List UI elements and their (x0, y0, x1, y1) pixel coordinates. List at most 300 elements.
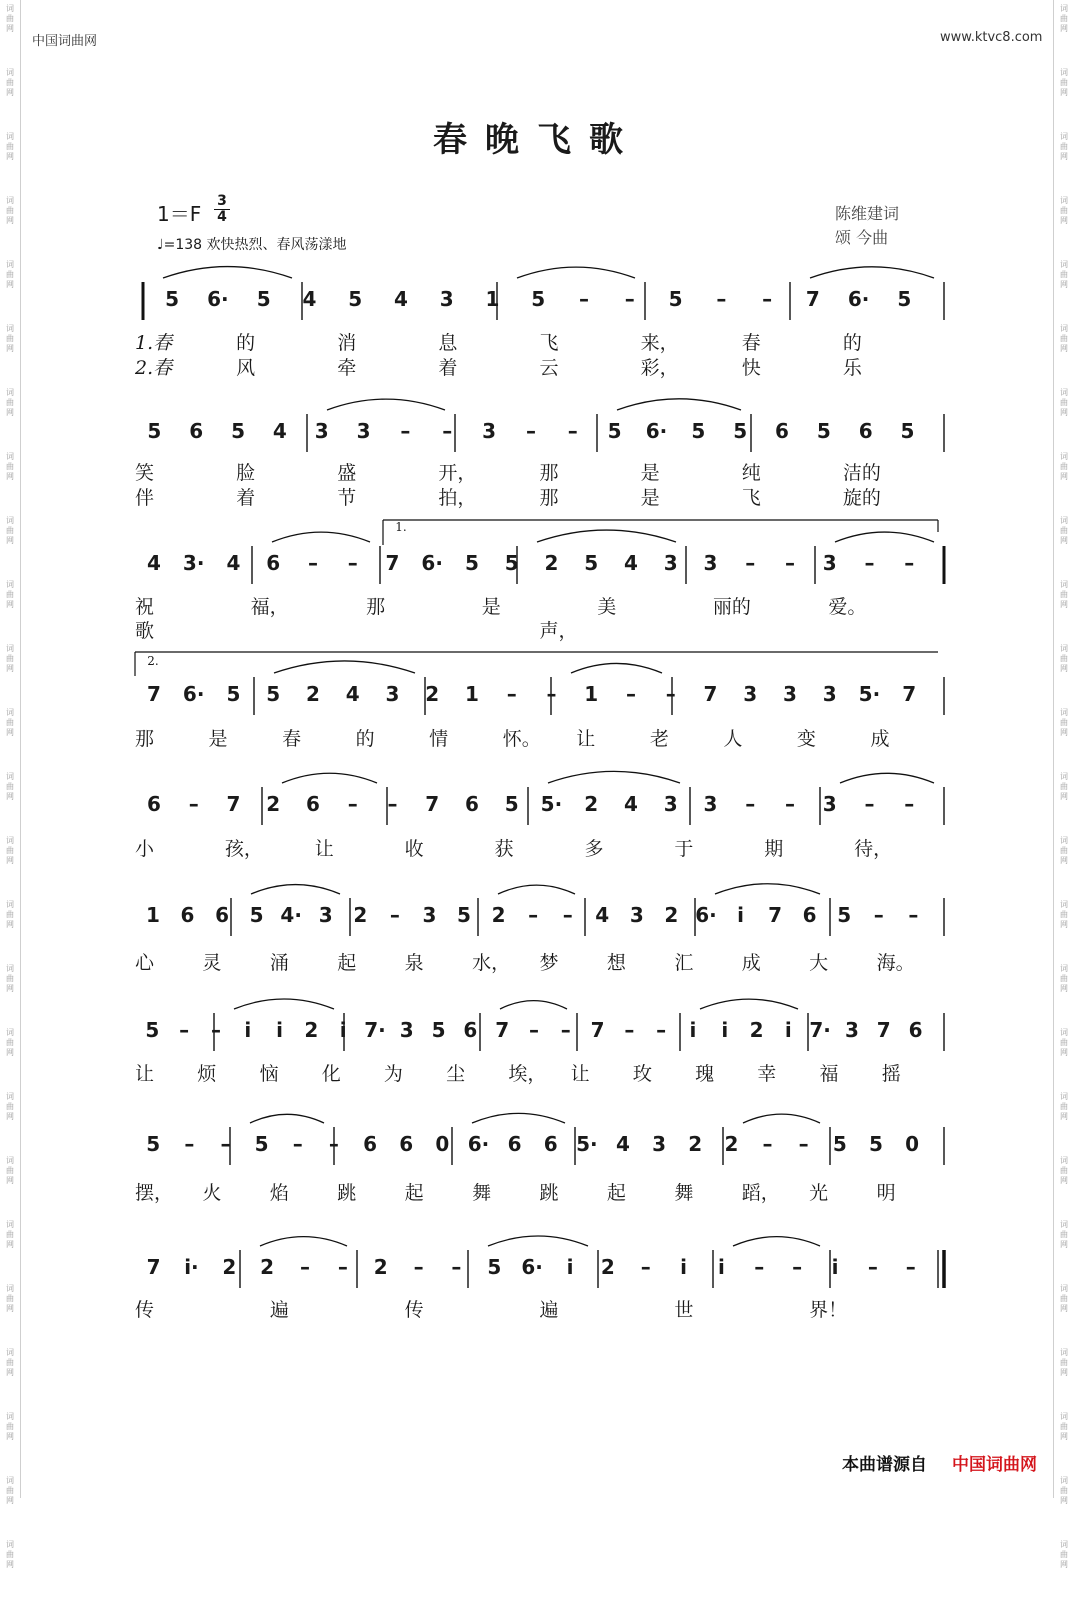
note: 5 (165, 287, 180, 311)
note: 4 (595, 903, 610, 927)
lyric-text: 起 (606, 1182, 626, 1204)
lyric-text: 那 (366, 596, 386, 618)
note: 5 (231, 419, 245, 443)
note: 4 (394, 287, 408, 311)
lyric-text: 梦 (539, 952, 559, 974)
slur-mark (700, 999, 798, 1009)
lyric-text: 的 (355, 728, 375, 750)
lyric-text: 获 (494, 838, 514, 860)
note: 2 (584, 792, 599, 816)
side-watermark-text: 词 曲 网 (6, 964, 14, 993)
slur-mark (517, 267, 635, 278)
note: 7 (146, 682, 161, 706)
lyric-text: 待， (854, 838, 893, 860)
lyric-text: 焰 (269, 1182, 289, 1204)
time-signature-bottom: 4 (214, 209, 230, 225)
note: i· (184, 1255, 199, 1279)
side-watermark-text: 词 曲 网 (1060, 324, 1068, 353)
side-watermark-text: 词 曲 网 (6, 836, 14, 865)
note: 2 (491, 903, 506, 927)
note: 4 (623, 551, 638, 575)
side-watermark-text: 词 曲 网 (6, 1092, 14, 1121)
lyric-text: 幸 (757, 1063, 777, 1085)
note: 3 (482, 419, 497, 443)
note: 5 (668, 287, 683, 311)
note: 6· (847, 287, 870, 311)
side-watermark-text: 词 曲 网 (1060, 772, 1068, 801)
note: 5 (266, 682, 281, 706)
dash-note: – (560, 1018, 571, 1042)
note: 6 (215, 903, 229, 927)
lyric-text: 舞 (674, 1182, 694, 1204)
tempo-marking: ♩=138 欢快热烈、春风荡漾地 (157, 237, 347, 253)
note: 2 (373, 1255, 388, 1279)
note: 6· (695, 903, 717, 927)
note: 3 (318, 903, 333, 927)
lyric-text: 界！ (809, 1299, 848, 1321)
note: 3 (422, 903, 437, 927)
lyric-text: 为 (383, 1063, 403, 1085)
dash-note: – (873, 903, 884, 927)
note: 3 (822, 682, 837, 706)
dash-note: – (347, 551, 358, 575)
lyric-text: 心 (135, 952, 155, 974)
slur-mark (251, 885, 340, 894)
volta-second-label: 2. (147, 654, 159, 668)
lyric-text: 的 (842, 332, 862, 354)
slur-mark (488, 1236, 588, 1246)
note: 5 (584, 551, 599, 575)
note: 4 (272, 419, 287, 443)
note: 6· (207, 287, 229, 311)
dash-note: – (762, 287, 773, 311)
note: 5 (226, 682, 241, 706)
lyric-text: 是 (640, 487, 660, 509)
note: 7 (425, 792, 440, 816)
dash-note: – (784, 792, 795, 816)
note: 6 (543, 1132, 558, 1156)
note: 3 (356, 419, 371, 443)
dash-note: – (908, 903, 919, 927)
dash-note: – (784, 551, 795, 575)
lyric-text: 1.春 (135, 332, 173, 354)
lyric-text: 来， (640, 332, 679, 354)
lyric-text: 风 (236, 357, 256, 379)
lyric-text: 成 (741, 952, 761, 974)
note: 6 (464, 792, 479, 816)
lyric-text: 2.春 (135, 357, 173, 379)
side-watermark-text: 词 曲 网 (6, 132, 14, 161)
lyric-text: 乐 (842, 357, 862, 379)
dash-note: – (300, 1255, 310, 1279)
side-watermark-text: 词 曲 网 (1060, 1284, 1068, 1313)
dash-note: – (210, 1018, 221, 1042)
note: 7· (809, 1018, 831, 1042)
note: 3 (703, 792, 718, 816)
dash-note: – (579, 287, 590, 311)
note: 2 (305, 682, 320, 706)
side-watermark-text: 词 曲 网 (1060, 4, 1068, 33)
dash-note: – (292, 1132, 303, 1156)
dash-note: – (754, 1255, 765, 1279)
lyric-text: 声， (539, 620, 578, 642)
lyric-text: 孩， (224, 838, 263, 860)
source-label: 本曲谱源自 (842, 1455, 927, 1475)
dash-note: – (307, 551, 318, 575)
slur-mark (272, 532, 370, 542)
note: 3 (743, 682, 758, 706)
slur-mark (250, 1114, 324, 1123)
lyric-text: 涌 (269, 952, 289, 974)
lyric-text: 节 (337, 487, 357, 509)
lyric-text: 飞 (539, 332, 559, 354)
side-watermark-text: 词 曲 网 (6, 1412, 14, 1441)
lyric-text: 消 (337, 332, 357, 354)
side-watermark-text: 词 曲 网 (1060, 708, 1068, 737)
side-watermark-text: 词 曲 网 (1060, 1476, 1068, 1505)
lyric-text: 水， (472, 952, 511, 974)
side-watermark-text: 词 曲 网 (1060, 1092, 1068, 1121)
lyric-text: 牵 (337, 357, 357, 379)
note: 5 (531, 287, 546, 311)
side-watermark-text: 词 曲 网 (1060, 580, 1068, 609)
side-watermark-text: 词 曲 网 (1060, 452, 1068, 481)
note: 5 (249, 903, 264, 927)
source-site-link[interactable]: 中国词曲网 (952, 1455, 1037, 1475)
note: 6 (507, 1132, 522, 1156)
side-watermark-text: 词 曲 网 (1060, 516, 1068, 545)
lyric-text: 云 (539, 357, 559, 379)
side-watermark-text: 词 曲 网 (6, 1540, 14, 1569)
slur-mark (234, 999, 334, 1009)
note: 3 (844, 1018, 859, 1042)
slur-mark (840, 773, 934, 783)
note: 6 (775, 419, 789, 443)
side-watermark-text: 词 曲 网 (6, 452, 14, 481)
note: 4 (302, 287, 317, 311)
note: 2 (353, 903, 368, 927)
lyric-text: 让 (570, 1063, 590, 1085)
dash-note: – (451, 1255, 462, 1279)
note: 5· (858, 682, 881, 706)
note: 2 (724, 1132, 739, 1156)
note: 1 (584, 682, 599, 706)
note: 7 (146, 1255, 161, 1279)
side-watermark-text: 词 曲 网 (1060, 68, 1068, 97)
note: 2 (425, 682, 440, 706)
side-watermark-text: 词 曲 网 (6, 388, 14, 417)
note: 3 (822, 551, 837, 575)
note: 5 (897, 287, 912, 311)
note: 3 (782, 682, 797, 706)
side-watermark-text: 词 曲 网 (1060, 1540, 1068, 1569)
note: 3 (385, 682, 400, 706)
side-watermark-text: 词 曲 网 (1060, 644, 1068, 673)
lyric-text: 春 (282, 728, 302, 750)
lyric-text: 丽的 (712, 596, 751, 618)
side-watermark-text: 词 曲 网 (6, 772, 14, 801)
slur-mark (571, 663, 662, 673)
dash-note: – (506, 682, 517, 706)
lyric-text: 化 (321, 1063, 341, 1085)
lyric-text: 美 (597, 596, 617, 618)
note: 6· (182, 682, 205, 706)
dash-note: – (624, 287, 635, 311)
note: 4 (345, 682, 360, 706)
slur-mark (163, 267, 292, 278)
side-watermark-text: 词 曲 网 (1060, 836, 1068, 865)
dash-note: – (656, 1018, 667, 1042)
note: 3 (439, 287, 454, 311)
note: 5 (816, 419, 831, 443)
dash-note: – (624, 1018, 635, 1042)
note: 5· (576, 1132, 598, 1156)
lyric-text: 多 (584, 838, 604, 860)
slur-mark (282, 773, 377, 783)
lyric-text: 飞 (741, 487, 761, 509)
dash-note: – (762, 1132, 773, 1156)
dash-note: – (400, 419, 411, 443)
note: 7 (805, 287, 820, 311)
side-watermark-text: 词 曲 网 (6, 644, 14, 673)
side-watermark-text: 词 曲 网 (6, 1476, 14, 1505)
note: 2 (222, 1255, 237, 1279)
lyric-text: 收 (404, 838, 424, 860)
note: 3 (314, 419, 329, 443)
note: 6· (467, 1132, 490, 1156)
slur-mark (274, 661, 415, 673)
note: 6 (146, 792, 161, 816)
lyric-text: 那 (539, 487, 559, 509)
dash-note: – (716, 287, 727, 311)
lyric-text: 福 (819, 1063, 839, 1085)
lyric-text: 玫 (632, 1063, 652, 1085)
lyric-text: 伴 (135, 487, 155, 509)
note: 7 (385, 551, 400, 575)
lyric-text: 福， (250, 596, 289, 618)
dash-note: – (442, 419, 453, 443)
note: 3 (399, 1018, 414, 1042)
lyricist-credit: 陈维建词 (835, 204, 900, 223)
slur-mark (260, 1237, 347, 1246)
side-watermark-text: 词 曲 网 (1060, 1220, 1068, 1249)
note: 5 (487, 1255, 502, 1279)
note: 5· (540, 792, 563, 816)
dash-note: – (904, 551, 915, 575)
lyric-text: 海。 (876, 952, 915, 974)
note: 5 (147, 419, 162, 443)
note: 6 (399, 1132, 414, 1156)
dash-note: – (640, 1255, 651, 1279)
dash-note: – (387, 792, 398, 816)
note: 3· (182, 551, 205, 575)
dash-note: – (546, 682, 557, 706)
slur-mark (617, 399, 741, 410)
note: i (721, 1018, 729, 1042)
side-watermark-text: 词 曲 网 (6, 196, 14, 225)
note: 4 (146, 551, 161, 575)
note: 3 (629, 903, 644, 927)
side-watermark-text: 词 曲 网 (1060, 388, 1068, 417)
dash-note: – (220, 1132, 231, 1156)
side-watermark-text: 词 曲 网 (6, 68, 14, 97)
lyric-text: 洁的 (842, 462, 881, 484)
lyric-text: 火 (202, 1182, 222, 1204)
dash-note: – (745, 551, 756, 575)
lyric-text: 光 (809, 1182, 829, 1204)
note: 4· (280, 903, 302, 927)
lyric-text: 成 (870, 728, 890, 750)
lyric-text: 开， (438, 462, 477, 484)
dash-note: – (625, 682, 636, 706)
note: 6 (908, 1018, 923, 1042)
lyric-text: 拍， (438, 487, 477, 509)
site-name-header: 中国词曲网 (32, 34, 98, 49)
lyric-text: 明 (876, 1182, 896, 1204)
note: 6· (645, 419, 668, 443)
dash-note: – (567, 419, 578, 443)
lyric-text: 埃， (508, 1063, 547, 1085)
note: 5 (431, 1018, 446, 1042)
note: i (737, 903, 744, 927)
slur-mark (733, 1237, 820, 1246)
note: 5 (146, 1132, 161, 1156)
side-watermark-text: 词 曲 网 (6, 1156, 14, 1185)
note: 3 (703, 551, 718, 575)
slur-mark (498, 885, 575, 894)
note: 3 (663, 792, 678, 816)
lyric-text: 尘 (446, 1063, 466, 1085)
dash-note: – (792, 1255, 803, 1279)
side-watermark-text: 词 曲 网 (6, 1348, 14, 1377)
slur-mark (743, 1114, 820, 1123)
note: 5 (348, 287, 363, 311)
side-watermark-text: 词 曲 网 (1060, 1412, 1068, 1441)
note: 5 (464, 551, 479, 575)
side-watermark-text: 词 曲 网 (6, 1028, 14, 1057)
note: 5 (832, 1132, 847, 1156)
note: 6 (802, 903, 817, 927)
dash-note: – (562, 903, 573, 927)
lyric-text: 息 (438, 332, 458, 354)
note: 7 (876, 1018, 891, 1042)
note: 5 (254, 1132, 269, 1156)
note: 0 (905, 1132, 920, 1156)
side-watermark-text: 词 曲 网 (1060, 964, 1068, 993)
side-watermark-text: 词 曲 网 (1060, 196, 1068, 225)
dash-note: – (389, 903, 400, 927)
dash-note: – (528, 903, 539, 927)
lyric-text: 祝 (135, 596, 155, 618)
lyric-text: 于 (674, 838, 694, 860)
note: 6 (363, 1132, 377, 1156)
lyric-text: 遍 (539, 1299, 559, 1321)
lyric-text: 期 (764, 838, 784, 860)
note: i (244, 1018, 252, 1042)
note: 5 (256, 287, 271, 311)
lyric-text: 摇 (881, 1063, 901, 1085)
lyric-text: 大 (809, 952, 829, 974)
note: 3 (663, 551, 678, 575)
note: 2 (688, 1132, 703, 1156)
lyric-text: 纯 (741, 462, 761, 484)
slur-mark (715, 884, 820, 894)
side-watermark-text: 词 曲 网 (6, 708, 14, 737)
note: 1 (464, 682, 479, 706)
note: 7 (768, 903, 783, 927)
dash-note: – (905, 1255, 916, 1279)
lyric-text: 老 (649, 728, 669, 750)
note: 3 (652, 1132, 667, 1156)
dash-note: – (864, 551, 875, 575)
side-watermark-text: 词 曲 网 (6, 516, 14, 545)
dash-note: – (184, 1132, 195, 1156)
side-watermark-text: 词 曲 网 (6, 4, 14, 33)
note: 1 (145, 903, 160, 927)
note: 5 (837, 903, 852, 927)
lyric-text: 跳 (337, 1182, 357, 1204)
note: i (689, 1018, 697, 1042)
lyric-text: 那 (135, 728, 155, 750)
note: i (784, 1018, 792, 1042)
lyric-text: 变 (796, 728, 816, 750)
dash-note: – (798, 1132, 809, 1156)
lyric-text: 是 (481, 596, 501, 618)
slur-mark (548, 771, 680, 783)
note: 7 (902, 682, 917, 706)
note: 7 (703, 682, 718, 706)
note: i (339, 1018, 347, 1042)
note: 1 (485, 287, 500, 311)
lyric-text: 旋的 (842, 487, 881, 509)
lyric-text: 让 (135, 1063, 155, 1085)
lyric-text: 跳 (539, 1182, 559, 1204)
lyric-text: 人 (723, 728, 743, 750)
note: i (680, 1255, 687, 1279)
lyric-text: 爱。 (828, 596, 867, 618)
note: i (717, 1255, 725, 1279)
note: 2 (664, 903, 679, 927)
lyric-text: 遍 (269, 1299, 289, 1321)
lyric-text: 是 (208, 728, 228, 750)
lyric-text: 的 (236, 332, 256, 354)
note: 7· (364, 1018, 386, 1042)
note: 7 (226, 792, 241, 816)
dash-note: – (864, 792, 875, 816)
lyric-text: 是 (640, 462, 660, 484)
lyric-text: 想 (606, 952, 626, 974)
note: i (831, 1255, 839, 1279)
dash-note: – (525, 419, 536, 443)
lyric-text: 着 (438, 357, 458, 379)
note: 6· (521, 1255, 543, 1279)
lyric-text: 起 (404, 1182, 424, 1204)
slur-mark (500, 1001, 567, 1009)
side-watermark-text: 词 曲 网 (1060, 900, 1068, 929)
side-watermark-text: 词 曲 网 (1060, 1156, 1068, 1185)
lyric-text: 蹈， (741, 1182, 780, 1204)
note: 0 (435, 1132, 450, 1156)
note: 7 (590, 1018, 605, 1042)
side-watermark-text: 词 曲 网 (6, 260, 14, 289)
note: 6 (858, 419, 873, 443)
note: 6 (463, 1018, 478, 1042)
note: 4 (616, 1132, 630, 1156)
dash-note: – (867, 1255, 878, 1279)
dash-note: – (665, 682, 676, 706)
note: i (276, 1018, 283, 1042)
note: 5 (691, 419, 706, 443)
